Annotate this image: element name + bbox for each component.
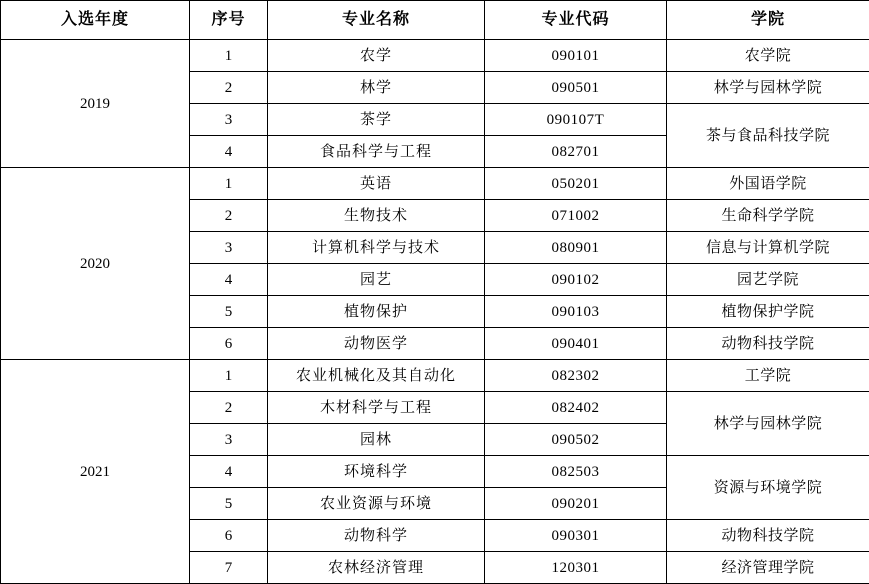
cell-index: 2 [190, 72, 268, 104]
cell-year: 2021 [1, 360, 190, 584]
cell-index: 4 [190, 264, 268, 296]
cell-year: 2019 [1, 40, 190, 168]
cell-college: 林学与园林学院 [667, 72, 869, 104]
column-header-specialty-code: 专业代码 [485, 1, 667, 40]
cell-specialty-name: 植物保护 [268, 296, 485, 328]
table-header-row [1, 1, 869, 40]
cell-specialty-name: 食品科学与工程 [268, 136, 485, 168]
cell-index: 7 [190, 552, 268, 584]
cell-specialty-code: 090107T [485, 104, 667, 136]
cell-specialty-code: 120301 [485, 552, 667, 584]
cell-specialty-name: 农业资源与环境 [268, 488, 485, 520]
cell-index: 5 [190, 296, 268, 328]
column-header-index: 序号 [190, 1, 268, 40]
cell-index: 1 [190, 40, 268, 72]
cell-specialty-name: 园林 [268, 424, 485, 456]
cell-specialty-name: 农林经济管理 [268, 552, 485, 584]
cell-college: 外国语学院 [667, 168, 869, 200]
column-header-college: 学院 [667, 1, 869, 40]
cell-index: 5 [190, 488, 268, 520]
cell-college: 园艺学院 [667, 264, 869, 296]
cell-specialty-code: 090201 [485, 488, 667, 520]
cell-college: 信息与计算机学院 [667, 232, 869, 264]
cell-college: 经济管理学院 [667, 552, 869, 584]
cell-specialty-code: 090301 [485, 520, 667, 552]
cell-college: 工学院 [667, 360, 869, 392]
cell-year: 2020 [1, 168, 190, 360]
column-header-specialty-name: 专业名称 [268, 1, 485, 40]
cell-specialty-code: 090401 [485, 328, 667, 360]
table-row [1, 360, 869, 392]
cell-specialty-code: 090501 [485, 72, 667, 104]
cell-specialty-name: 计算机科学与技术 [268, 232, 485, 264]
cell-specialty-name: 木材科学与工程 [268, 392, 485, 424]
cell-specialty-code: 090502 [485, 424, 667, 456]
table-row [1, 40, 869, 72]
cell-specialty-code: 090102 [485, 264, 667, 296]
cell-specialty-code: 050201 [485, 168, 667, 200]
cell-specialty-code: 080901 [485, 232, 667, 264]
cell-specialty-code: 082302 [485, 360, 667, 392]
cell-specialty-code: 071002 [485, 200, 667, 232]
cell-index: 2 [190, 392, 268, 424]
cell-specialty-name: 茶学 [268, 104, 485, 136]
cell-index: 3 [190, 424, 268, 456]
cell-index: 1 [190, 168, 268, 200]
cell-index: 6 [190, 520, 268, 552]
cell-college: 茶与食品科技学院 [667, 104, 869, 168]
cell-college: 生命科学学院 [667, 200, 869, 232]
cell-specialty-name: 环境科学 [268, 456, 485, 488]
cell-index: 3 [190, 104, 268, 136]
cell-college: 动物科技学院 [667, 328, 869, 360]
cell-index: 2 [190, 200, 268, 232]
cell-specialty-name: 英语 [268, 168, 485, 200]
cell-index: 4 [190, 136, 268, 168]
table-header [1, 1, 869, 40]
cell-specialty-code: 090101 [485, 40, 667, 72]
table-body [1, 40, 869, 584]
cell-specialty-code: 082701 [485, 136, 667, 168]
cell-college: 农学院 [667, 40, 869, 72]
cell-specialty-name: 园艺 [268, 264, 485, 296]
cell-specialty-name: 农学 [268, 40, 485, 72]
table-row [1, 168, 869, 200]
cell-specialty-code: 090103 [485, 296, 667, 328]
cell-specialty-name: 动物医学 [268, 328, 485, 360]
cell-index: 1 [190, 360, 268, 392]
cell-specialty-code: 082503 [485, 456, 667, 488]
cell-specialty-name: 林学 [268, 72, 485, 104]
column-header-year: 入选年度 [1, 1, 190, 40]
cell-specialty-code: 082402 [485, 392, 667, 424]
cell-college: 动物科技学院 [667, 520, 869, 552]
cell-specialty-name: 生物技术 [268, 200, 485, 232]
cell-index: 6 [190, 328, 268, 360]
cell-specialty-name: 动物科学 [268, 520, 485, 552]
cell-college: 资源与环境学院 [667, 456, 869, 520]
cell-specialty-name: 农业机械化及其自动化 [268, 360, 485, 392]
cell-index: 3 [190, 232, 268, 264]
cell-college: 林学与园林学院 [667, 392, 869, 456]
cell-college: 植物保护学院 [667, 296, 869, 328]
cell-index: 4 [190, 456, 268, 488]
